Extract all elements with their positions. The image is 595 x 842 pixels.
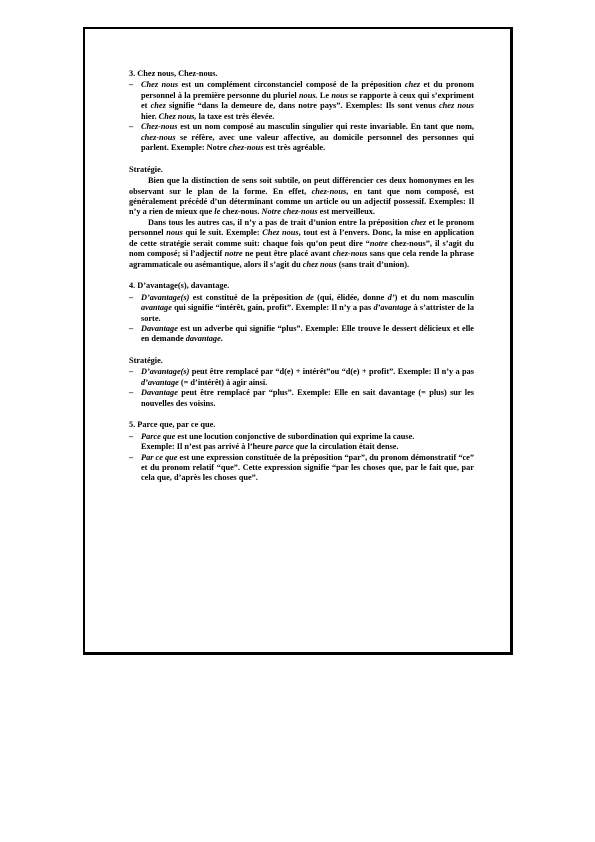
text-run: sans que cela rende la phrase agrammaticale ou asémantique, alors il s’agit du xyxy=(129,249,474,269)
italic-term: chez xyxy=(404,80,421,90)
text-run: . xyxy=(220,334,223,344)
page-border-frame xyxy=(83,27,513,655)
dash-bullet: – xyxy=(129,452,134,462)
italic-term: chez-nous xyxy=(141,132,176,142)
italic-term: Chez nous xyxy=(141,80,179,90)
text-run: est un adverbe qui signifie “plus”. Exemple: Elle trouve le dessert délicieux et elle en demande xyxy=(141,323,474,344)
paragraph xyxy=(129,176,474,218)
text-run: signifie “dans la demeure de, dans notre pays”. Exemples: Ils sont venus xyxy=(165,101,439,111)
paragraph xyxy=(129,218,474,270)
paragraph-text xyxy=(141,432,414,441)
italic-term: Par ce que xyxy=(141,452,178,462)
italic-term: chez-nous xyxy=(228,143,264,153)
text-run: Dans tous les autres cas, il n’y a pas de trait d’union entre la préposition xyxy=(148,217,411,227)
text-run: Bien que la distinction de sens soit subtile, on peut différencier ces deux homonymes en les observant sur le plan de la forme. En effet, xyxy=(129,176,474,196)
text-run: est constitué de la préposition xyxy=(189,292,306,302)
text-run: (qui, élidée, donne xyxy=(313,292,388,302)
italic-term: nous xyxy=(331,90,348,100)
text-run: se rapporte à ceux qui s’expriment et xyxy=(141,90,474,111)
italic-term: Davantage xyxy=(141,388,178,398)
text-run: Le xyxy=(317,90,332,100)
text-run: la taxe est très élevée. xyxy=(196,111,275,121)
section-5-heading: 5. Parce que, par ce que. xyxy=(129,420,216,430)
text-run: , en tant que nom composé, est généralement précédé d’un déterminant comme un article ou un adjectif possessif. Exemples: Il n’y a rien de mieux que xyxy=(129,186,474,217)
list-item xyxy=(129,324,474,345)
italic-term: Chez nous, xyxy=(158,111,197,121)
dash-bullet: – xyxy=(129,367,134,377)
text-run: est une expression constituée de la préposition “par”, du pronom démonstratif “ce” et du pronom relatif “que”. Cette expression signifie “par les choses que, par le fait que, par cela que, d’après les choses que”. xyxy=(141,452,474,483)
section-4-heading: 4. D’avantage(s), davantage. xyxy=(129,281,230,291)
italic-term: d’avantage xyxy=(141,377,179,387)
italic-term: notre xyxy=(369,238,388,248)
italic-term: chez-nous xyxy=(332,249,368,259)
list-item xyxy=(129,453,474,484)
dash-bullet: – xyxy=(129,292,134,302)
text-run: se réfère, avec une valeur affective, au domicile personnel des personnes qui parlent. Exemple: Notre xyxy=(141,132,474,153)
text-run: peut être remplacé par “d(e) + intérêt”ou “d(e) + profit”. Exemple: Il n’y a pas xyxy=(189,367,474,377)
text-run: qui signifie “intérêt, gain, profit”. Exemple: Il n’y a pas xyxy=(171,303,374,313)
italic-term: D’avantage(s) xyxy=(141,367,190,377)
text-run: la circulation était dense. xyxy=(308,442,399,452)
italic-term: Davantage xyxy=(141,323,178,333)
text-run: chez-nous”, il s’agit du nom composé; si l’adjectif xyxy=(129,238,474,259)
document-body xyxy=(129,69,474,484)
list-item xyxy=(129,388,474,409)
paragraph-text xyxy=(141,324,474,343)
italic-term: de xyxy=(305,292,314,302)
text-run: , tout est à l’envers. Donc, la mise en application de cette stratégie serait comme suit: chaque fois qu’on peut dire “ xyxy=(129,228,474,248)
italic-term: nous xyxy=(166,228,183,238)
paragraph-text xyxy=(141,122,474,152)
list-item xyxy=(129,80,474,122)
dash-bullet: – xyxy=(129,431,134,441)
paragraph-text xyxy=(141,367,474,386)
text-run: est un nom composé au masculin singulier qui reste invariable. En tant que nom, xyxy=(177,122,474,132)
italic-term: parce que xyxy=(274,442,309,452)
text-run: chez-nous. xyxy=(220,207,262,217)
dash-bullet: – xyxy=(129,80,134,90)
italic-term: d’avantage xyxy=(373,303,412,313)
text-run: (sans trait d’union). xyxy=(336,259,410,269)
italic-term: chez nous xyxy=(302,259,337,269)
strategy-heading: Stratégie. xyxy=(129,164,163,174)
paragraph-text xyxy=(141,388,474,407)
text-run: (= d’intérêt) à agir ainsi. xyxy=(178,377,268,387)
italic-term: avantage xyxy=(141,303,172,313)
dash-bullet: – xyxy=(129,388,134,398)
italic-term: Parce que xyxy=(141,431,176,441)
section-3-heading: 3. Chez nous, Chez-nous. xyxy=(129,69,218,78)
text-run: est très agréable. xyxy=(263,143,326,153)
dash-bullet: – xyxy=(129,323,134,333)
text-run: Exemple: Il n’est pas arrivé à l’heure xyxy=(141,442,275,452)
dash-bullet: – xyxy=(129,122,134,132)
italic-term: chez-nous xyxy=(311,186,347,196)
list-item xyxy=(129,293,474,324)
paragraph-text xyxy=(141,80,474,120)
italic-term: nous. xyxy=(298,90,318,100)
italic-term: chez xyxy=(150,101,166,111)
text-run: hier. xyxy=(141,111,159,121)
text-run: est un complément circonstanciel composé de la préposition xyxy=(178,80,405,90)
paragraph-text xyxy=(141,293,474,323)
italic-term: chez nous xyxy=(439,101,474,111)
list-item xyxy=(129,122,474,153)
list-item xyxy=(129,432,474,442)
italic-term: Notre chez-nous xyxy=(261,207,318,217)
italic-term: D’avantage(s) xyxy=(141,292,190,302)
text-run: est une locution conjonctive de subordination qui exprime la cause. xyxy=(175,431,415,441)
italic-term: notre xyxy=(224,249,243,259)
text-run: peut être remplacé par “plus”. Exemple: Elle en sait davantage (= plus) sur les nouvelles des voisins. xyxy=(141,388,474,408)
text-run: à s’attrister de la sorte. xyxy=(141,303,474,323)
text-run: est merveilleux. xyxy=(317,207,375,217)
list-item xyxy=(129,367,474,388)
italic-term: le xyxy=(214,207,221,217)
example-line xyxy=(129,442,474,452)
italic-term: chez xyxy=(410,217,427,227)
text-run: qui le suit. Exemple: xyxy=(182,228,263,238)
text-run: et le pronom personnel xyxy=(129,217,474,238)
text-run: ) et du nom masculin xyxy=(394,292,474,302)
italic-term: d’ xyxy=(387,292,395,302)
text-run: ne peut être placé avant xyxy=(242,249,333,259)
italic-term: davantage xyxy=(185,334,221,344)
strategy-heading: Stratégie. xyxy=(129,355,163,365)
paragraph-text xyxy=(141,453,474,483)
text-run: et du pronom personnel à la première personne du pluriel xyxy=(141,80,474,100)
italic-term: Chez nous xyxy=(262,228,299,238)
italic-term: Chez-nous xyxy=(141,122,178,132)
